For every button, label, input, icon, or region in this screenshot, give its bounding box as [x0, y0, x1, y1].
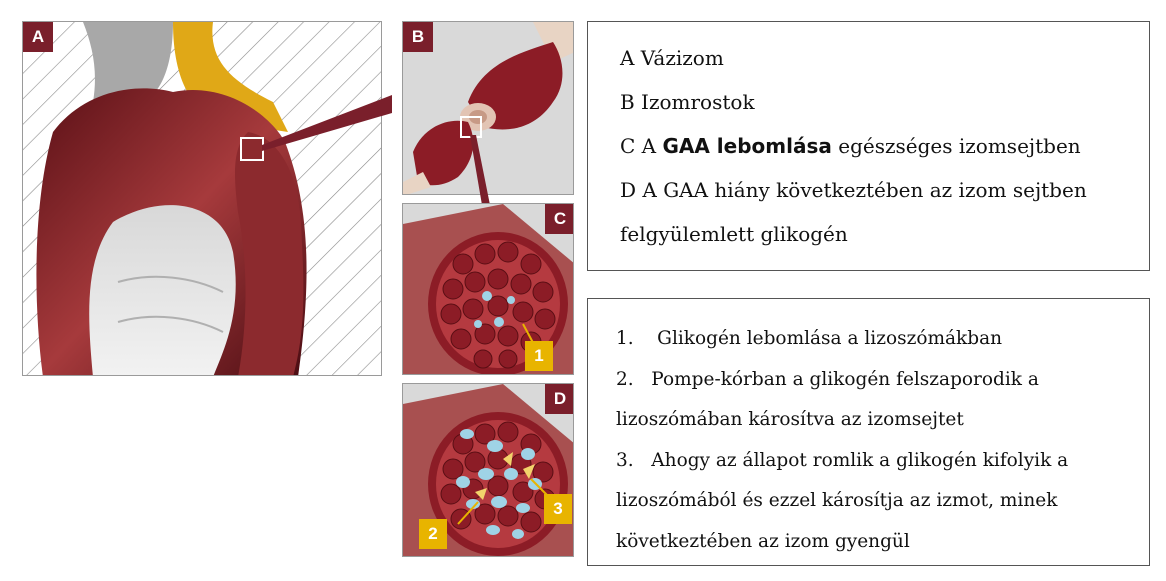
panel-c-healthy-cell: [402, 203, 574, 375]
step-3-line-3: következtében az izom gyengül: [616, 530, 910, 552]
legend-line-c: [620, 124, 1119, 168]
legend-line-c-bold: GAA lebomlása: [662, 134, 832, 158]
connector-a-b: [262, 95, 392, 155]
legend-line-c-suffix: egészséges izomsejtben: [831, 134, 1081, 158]
panel-d-deficient-cell: [402, 383, 574, 557]
panel-b-badge: B: [403, 22, 433, 52]
step-3-line-2: lizoszómából és ezzel károsítja az izmot, minek: [616, 490, 1058, 511]
legend-box: [587, 21, 1150, 271]
panel-c-badge: C: [545, 204, 574, 234]
legend-line-b: B Izomrostok: [620, 90, 755, 114]
step-3-line-1: 3. Ahogy az állapot romlik a glikogén kifolyik a: [616, 449, 1069, 471]
legend-line-d-2: felgyülemlett glikogén: [620, 222, 848, 246]
marker-3: 3: [544, 494, 572, 524]
step-2-line-2: lizoszómában károsítva az izomsejtet: [616, 409, 964, 430]
step-1: 1. Glikogén lebomlása a lizoszómákban: [616, 328, 1003, 349]
marker-1: 1: [525, 341, 553, 371]
legend-line-a: A Vázizom: [620, 46, 724, 70]
legend-line-c-prefix: C A: [620, 134, 663, 158]
steps-box: [587, 298, 1150, 566]
step-2-line-1: 2. Pompe-kórban a glikogén felszaporodik a: [616, 368, 1039, 390]
torso-illustration: [23, 22, 382, 376]
panel-a-skeletal-muscle: [22, 21, 382, 376]
panel-d-badge: D: [545, 384, 574, 414]
connector-b-c: [470, 135, 490, 205]
legend-line-d-1: D A GAA hiány következtében az izom sejtben: [620, 178, 1087, 202]
panel-a-badge: A: [23, 22, 53, 52]
marker-2: 2: [419, 519, 447, 549]
